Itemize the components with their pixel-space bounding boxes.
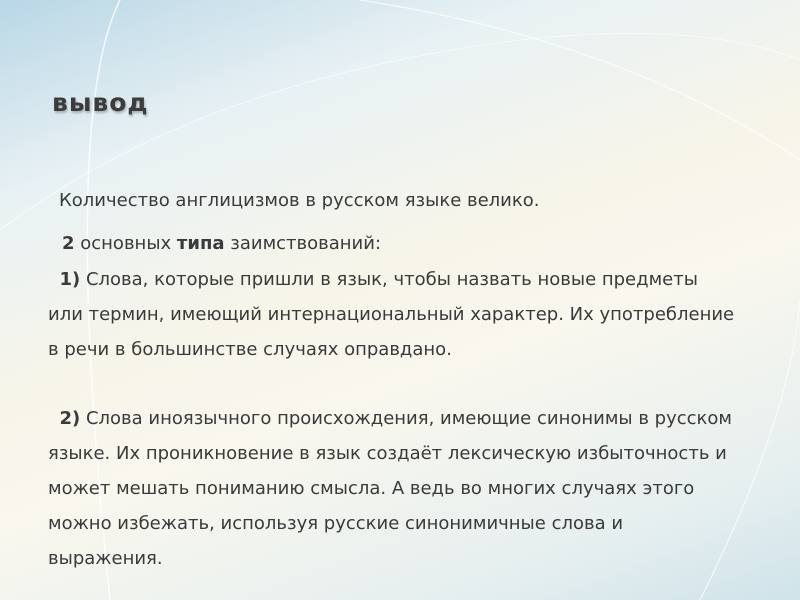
summary-paragraph: Количество англицизмов в русском языке велико. — [59, 190, 540, 211]
point-one-text: Слова, которые пришли в язык, чтобы назвать новые предметы или термин, имеющий интернациональный характер. Их употребление в речи в большинстве случаях оправдано. — [48, 269, 735, 360]
point-one-number: 1) — [59, 269, 81, 290]
slide-title: вывод — [52, 88, 149, 117]
types-text-a: основных — [74, 233, 177, 254]
types-intro-paragraph — [62, 226, 752, 261]
point-two-number: 2) — [59, 408, 81, 429]
types-text-b: заимствований: — [224, 233, 382, 254]
point-two-paragraph — [48, 401, 738, 576]
types-bold-word: типа — [176, 233, 225, 254]
point-one-paragraph — [48, 262, 738, 367]
types-count: 2 — [62, 233, 75, 254]
point-two-text: Слова иноязычного происхождения, имеющие синонимы в русском языке. Их проникновение в язык создаёт лексическую избыточность и может мешать пониманию смысла. А ведь во многих случаях этого можно избежать, используя русские синонимичные слова и выражения. — [48, 408, 732, 569]
